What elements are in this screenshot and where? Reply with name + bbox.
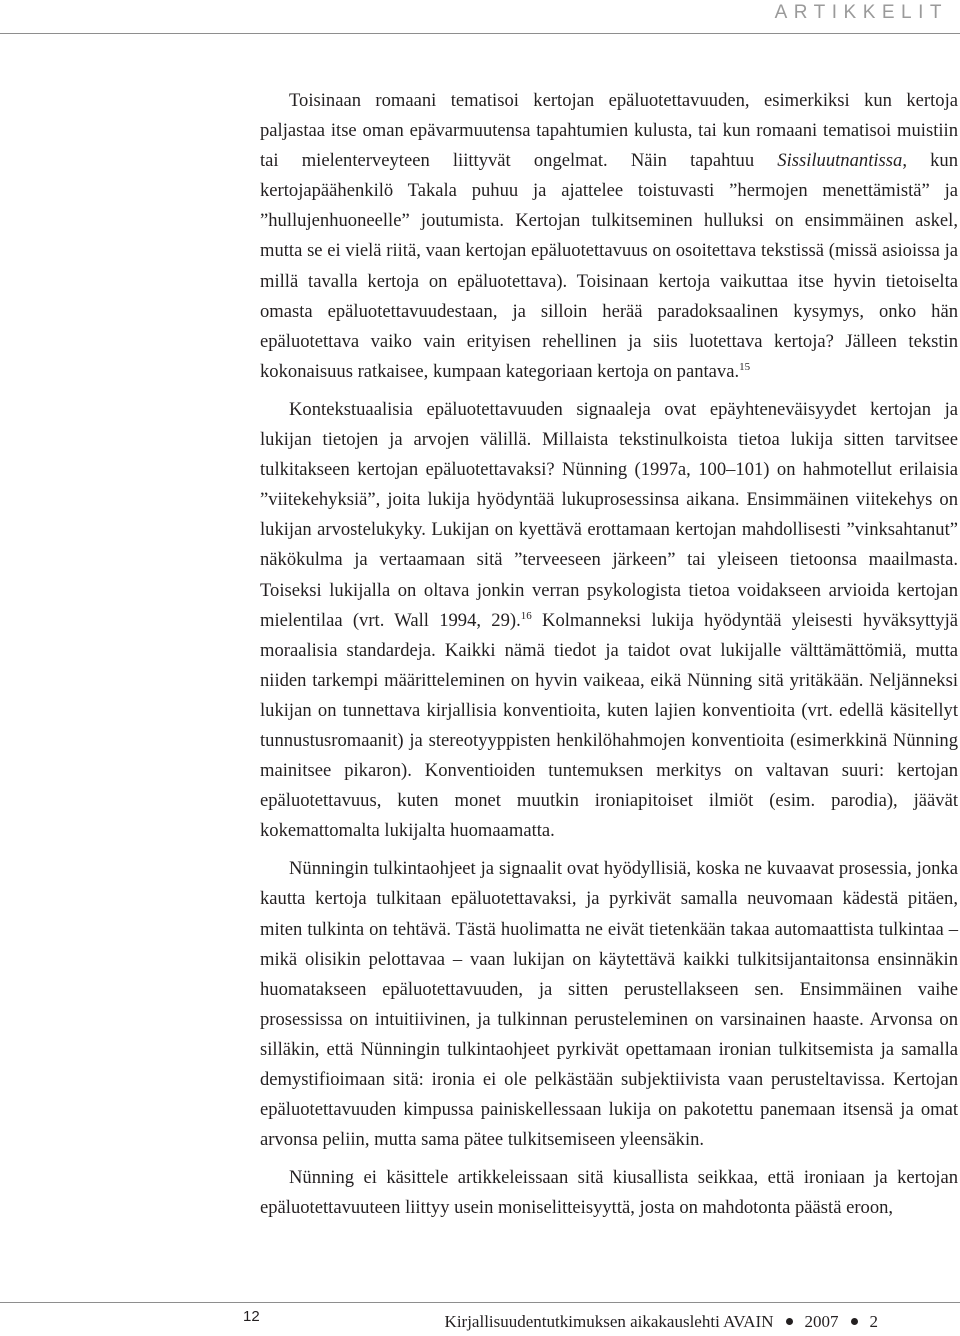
journal-year: 2007 (804, 1312, 839, 1331)
journal-issue: 2 (869, 1312, 878, 1331)
footnote-ref-15: 15 (739, 360, 751, 373)
section-label: ARTIKKELIT (774, 2, 948, 23)
page-number: 12 (243, 1308, 260, 1325)
footnote-ref-16: 16 (520, 609, 532, 622)
bullet-icon (786, 1318, 793, 1325)
paragraph-4: Nünning ei käsittele artikkeleissaan sitä kiusallista seikkaa, että ironiaan ja kertojan epäluotettavuuteen liittyy usein moniselitteisyyttä, josta on mahdotonta päästä eroon, (260, 1167, 958, 1219)
article-body (260, 86, 958, 1223)
book-title: Sissiluutnantissa (777, 150, 903, 172)
paragraph-3: Nünningin tulkintaohjeet ja signaalit ovat hyödyllisiä, koska ne kuvaavat prosessia, jonka kautta kertoja tulkitaan epäluotettavaksi, ja pyrkivät samalla neuvomaan kädestä pitäen, miten tulkinta on tehtävä. Tästä huolimatta ne eivät tietenkään takaa automaattista tulkintaa – mikä olisikin pelottavaa – vaan lukijan on käytettävä kaikki tulkitsijantaitonsa ensinnäkin huomatakseen epäluotettavuuden, ja sitten perustellakseen sen. Ensimmäinen vaihe prosessissa on intuitiivinen, ja tulkinnan perusteleminen on varsinainen haaste. Arvonsa on silläkin, että Nünningin tulkintaohjeet pyrkivät opettamaan ironian tulkitsemista ja samalla demystifioimaan sitä: ironia ei ole pelkästään subjektiivista vaan perusteltavissa. Kertojan epäluotettavuuden kimpussa painiskellessaan lukija on pakotettu panemaan itsensä ja omat arvonsa peliin, mutta sama pätee tulkitsemiseen yleensäkin. (260, 858, 958, 1151)
journal-info (445, 1312, 878, 1332)
header-rule (0, 33, 960, 34)
journal-name: Kirjallisuudentutkimuksen aikakauslehti AVAIN (444, 1312, 774, 1331)
paragraph-2: Kontekstuaalisia epäluotettavuuden signaaleja ovat epäyhteneväisyydet kertojan ja lukijan tietojen ja arvojen välillä. Millaista tekstinulkoista tietoa lukija sitten tarvitsee tulkitakseen kertojan epäluotettavaksi? Nünning (1997a, 100–101) on hahmotellut erilaisia ”viitekehyksiä”, joita lukija hyödyntää lukuprosessinsa aikana. Ensimmäinen viitekehys on lukijan arvostelukyky. Lukijan on kyettävä erottamaan kertojan mahdollisesti ”vinksahtanut” näkökulma ja vertaamaan sitä ”terveeseen järkeen” tai yleiseen tietoonsa maailmasta. Toiseksi lukijalla on oltava jonkin verran psykologista tietoa voidakseen arvioida kertojan mielentilaa (vrt. Wall 1994, 29).$^{16}$ Kolmanneksi lukija hyödyntää yleisesti hyväksyttyjä moraalisia standardeja. Kaikki nämä tiedot ja taidot ovat lukijalle välttämättömiä, mutta niiden tarkempi määritteleminen on hyvin vaikeaa, eikä Nünning sitä yritäkään. Neljänneksi lukijan on tunnettava kirjallisia konventioita, kuten lajien konventioita (vrt. edellä käsitellyt tunnustusromaanit) ja stereotyyppisten henkilöhahmojen konventioita (esimerkkinä Nünning mainitsee pikaron). Konventioiden tuntemuksen merkitys on valtavan suuri: kertojan epäluotettavuus, kuten monet muutkin ironiapitoiset ilmiöt (esim. parodia), jäävät kokemattomalta lukijalta huomaamatta. (260, 398, 958, 842)
bullet-icon (851, 1318, 858, 1325)
footer-rule (0, 1302, 960, 1303)
paragraph-1: Toisinaan romaani tematisoi kertojan epäluotettavuuden, esimerkiksi kun kertoja paljastaa itse oman epävarmuutensa tapahtumien kulusta, tai kun romaani tematisoi muistiin tai mielenterveyteen liittyvät ongelmat. Näin tapahtuu Sissiluutnantissa, kun kertojapäähenkilö Takala puhuu ja ajattelee toistuvasti ”hermojen menettämistä” ja ”hullujenhuoneelle” joutumista. Kertojan tulkitseminen hulluksi on ensimmäinen askel, mutta se ei vielä riitä, vaan kertojan epäluotettavuus on osoitettava tekstissä (missä asioissa ja millä tavalla kertoja on epäluotettava). Toisinaan kertoja vaikuttaa itse hyvin tietoiselta omasta epäluotettavuudestaan, ja silloin herää paradoksaalinen kysymys, onko hän epäluotettava vaiko vain erityisen rehellinen ja siis luotettava kertoja? Jälleen tekstin kokonaisuus ratkaisee, kumpaan kategoriaan kertoja on pantava.$^{15}$ (260, 90, 958, 382)
